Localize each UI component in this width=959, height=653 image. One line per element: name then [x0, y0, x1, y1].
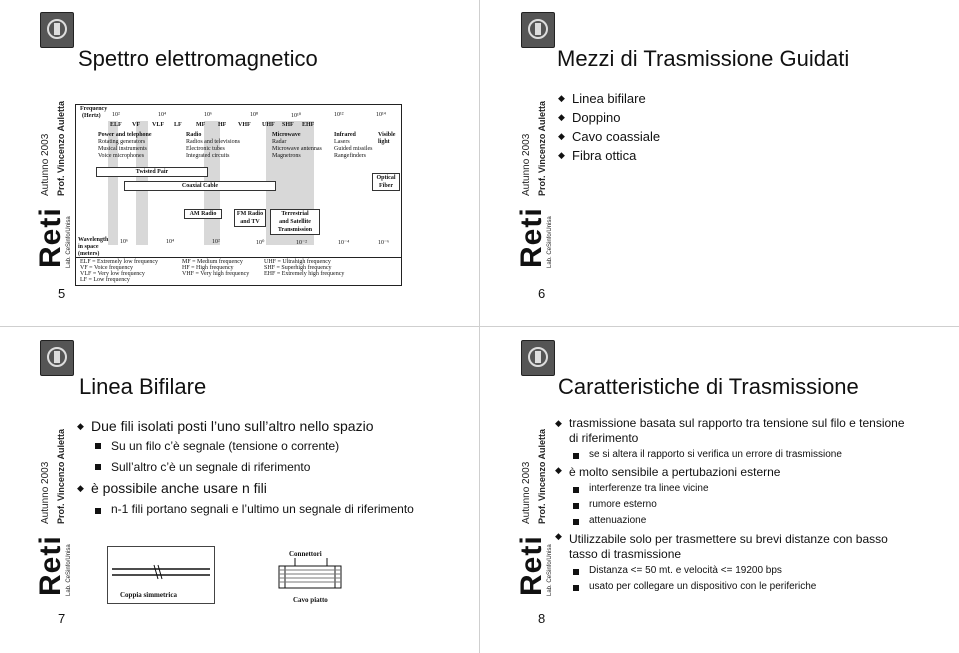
list-item: ◆ Fibra ottica — [558, 146, 660, 165]
bullet-list — [555, 416, 905, 595]
freq-tick: 10⁸ — [250, 112, 259, 118]
sidebar-prof: Prof. Vincenzo Auletta — [56, 428, 66, 524]
list-item: ◆ Cavo coassiale — [558, 127, 660, 146]
list-item — [77, 478, 457, 518]
bullet-list — [77, 416, 457, 518]
use-power: Power and telephone — [98, 132, 152, 138]
university-seal-icon — [521, 12, 555, 48]
list-item-text: Utilizzabile solo per trasmettere su brevi distanze con basso tasso di trasmissione — [569, 532, 888, 561]
figure-caption: Connettori — [289, 550, 322, 558]
flat-cable-figure — [265, 550, 355, 606]
slide-6 — [481, 0, 959, 325]
sub-item: n-1 fili portano segnali e l’ultimo un segnale di riferimento — [91, 501, 457, 518]
slide-8 — [481, 328, 959, 653]
legend-col-2: MF = Medium frequency HF = High frequency VHF = Very high frequency — [182, 259, 250, 277]
use-microwave-sub: Radar Microwave antennas Magnetrons — [272, 139, 322, 159]
wave-tick: 10⁻⁴ — [338, 240, 350, 246]
use-radio-sub: Radios and televisions Electronic tubes Integrated circuits — [186, 139, 240, 159]
wave-tick: 10⁴ — [166, 239, 175, 245]
legend-col-1: ELF = Extremely low frequency VF = Voice frequency VLF = Very low frequency LF = Low frequency — [80, 259, 159, 283]
band-label: MF — [196, 122, 206, 128]
sub-list — [91, 436, 457, 478]
band-label: VF — [132, 122, 140, 128]
sidebar-prof: Prof. Vincenzo Auletta — [537, 100, 547, 196]
media-am: AM Radio — [184, 209, 222, 219]
slide-number: 8 — [538, 611, 546, 626]
sub-list — [91, 498, 457, 518]
figure-caption: Cavo piatto — [293, 596, 328, 604]
freq-tick: 10¹⁴ — [376, 112, 386, 118]
figure-caption: Coppia simmetrica — [120, 591, 177, 599]
list-item — [555, 416, 905, 463]
list-item: ◆ Doppino — [558, 108, 660, 127]
sub-item: attenuazione — [569, 513, 905, 529]
band-label: UHF — [262, 122, 275, 128]
legend-divider — [76, 257, 401, 258]
slide-number: 7 — [58, 611, 66, 626]
freq-tick: 10¹⁰ — [291, 113, 302, 119]
wavelength-label: Wavelength in space (meters) — [78, 237, 109, 257]
sidebar-prof: Prof. Vincenzo Auletta — [56, 100, 66, 196]
freq-tick: 10⁶ — [204, 112, 213, 118]
horizontal-divider — [0, 326, 959, 327]
sub-list — [569, 446, 905, 463]
band-label: VHF — [238, 122, 251, 128]
media-coax: Coaxial Cable — [124, 181, 276, 191]
university-seal-icon — [521, 340, 555, 376]
freq-tick: 10² — [112, 112, 120, 118]
slide-number: 5 — [58, 286, 66, 301]
list-item-text: Due fili isolati posti l’uno sull’altro nello spazio — [91, 418, 374, 434]
media-twisted: Twisted Pair — [96, 167, 208, 177]
slide-title: Caratteristiche di Trasmissione — [558, 374, 859, 399]
freq-unit: (Hertz) — [82, 113, 101, 119]
sidebar-prof: Prof. Vincenzo Auletta — [537, 428, 547, 524]
university-seal-icon — [40, 340, 74, 376]
list-item — [555, 463, 905, 529]
band-label: VLF — [152, 122, 164, 128]
list-item-text: è molto sensibile a pertubazioni esterne — [569, 465, 781, 479]
sub-item: Sull’altro c’è un segnale di riferimento — [91, 457, 457, 478]
band-label: EHF — [302, 122, 315, 128]
list-item — [77, 416, 457, 478]
sidebar-reti-logo: Reti — [515, 535, 548, 596]
sidebar-lab: Lab. CeSinfo/Unisa — [66, 216, 72, 268]
sidebar-year: Autunno 2003 — [521, 133, 532, 196]
slide-title: Mezzi di Trasmissione Guidati — [557, 46, 850, 71]
freq-tick: 10⁴ — [158, 112, 167, 118]
slide-title: Linea Bifilare — [79, 374, 207, 399]
band-label: SHF — [282, 122, 294, 128]
sub-item: Su un filo c’è segnale (tensione o corrente) — [91, 436, 457, 457]
use-visible: Visible light — [378, 132, 396, 145]
sidebar-lab: Lab. CeSinfo/Unisa — [66, 544, 72, 596]
sidebar-lab: Lab. CeSinfo/Unisa — [547, 216, 553, 268]
use-infrared-sub: Lasers Guided missiles Rangefinders — [334, 139, 373, 159]
use-microwave: Microwave — [272, 132, 301, 138]
sidebar-reti-logo: Reti — [515, 207, 548, 268]
wave-tick: 10⁶ — [120, 239, 129, 245]
media-fm: FM Radio and TV — [234, 209, 266, 227]
list-item — [555, 529, 905, 595]
use-power-sub: Rotating generators Musical instruments Voice microphones — [98, 139, 147, 159]
spectrum-figure — [75, 104, 402, 286]
slide-7 — [0, 328, 478, 653]
band-label: HF — [218, 122, 227, 128]
sub-list — [569, 480, 905, 529]
sub-item: rumore esterno — [569, 497, 905, 513]
sidebar-reti-logo: Reti — [34, 535, 67, 596]
band-label: LF — [174, 122, 182, 128]
use-infrared: Infrared — [334, 132, 356, 138]
list-item-text: è possibile anche usare n fili — [91, 480, 267, 496]
wire-pair-drawing — [108, 553, 214, 593]
flat-cable-drawing — [265, 558, 355, 594]
sub-item: interferenze tra linee vicine — [569, 481, 905, 497]
wave-tick: 10⁻² — [296, 240, 307, 246]
band-label: ELF — [110, 122, 122, 128]
wave-tick: 10⁻⁶ — [378, 240, 390, 246]
list-item-text: trasmissione basata sul rapporto tra tensione sul filo e tensione di riferimento — [569, 416, 905, 445]
slide-number: 6 — [538, 286, 546, 301]
freq-tick: 10¹² — [334, 112, 344, 118]
media-optical: Optical Fiber — [372, 173, 400, 191]
wave-tick: 10⁰ — [256, 240, 265, 246]
legend-col-3: UHF = Ultrahigh frequency SHF = Superhigh frequency EHF = Extremely high frequency — [264, 259, 345, 277]
sidebar-year: Autunno 2003 — [521, 461, 532, 524]
sidebar-lab: Lab. CeSinfo/Unisa — [547, 544, 553, 596]
sub-item: se si altera il rapporto si verifica un errore di trasmissione — [569, 447, 905, 463]
sidebar-reti-logo: Reti — [34, 207, 67, 268]
freq-label: Frequency — [80, 106, 108, 112]
sidebar-year: Autunno 2003 — [40, 461, 51, 524]
sub-list — [569, 562, 905, 595]
list-item: ◆ Linea bifilare — [558, 89, 660, 108]
sidebar-year: Autunno 2003 — [40, 133, 51, 196]
wave-tick: 10² — [212, 239, 220, 245]
use-radio: Radio — [186, 132, 202, 138]
symmetric-pair-figure — [107, 546, 215, 604]
slide-5 — [0, 0, 478, 325]
sub-item: usato per collegare un dispositivo con le periferiche — [569, 579, 905, 595]
university-seal-icon — [40, 12, 74, 48]
slide-title: Spettro elettromagnetico — [78, 46, 318, 71]
bullet-list — [558, 89, 660, 165]
sub-item: Distanza <= 50 mt. e velocità <= 19200 bps — [569, 563, 905, 579]
media-terrestrial: Terrestrial and Satellite Transmission — [270, 209, 320, 235]
